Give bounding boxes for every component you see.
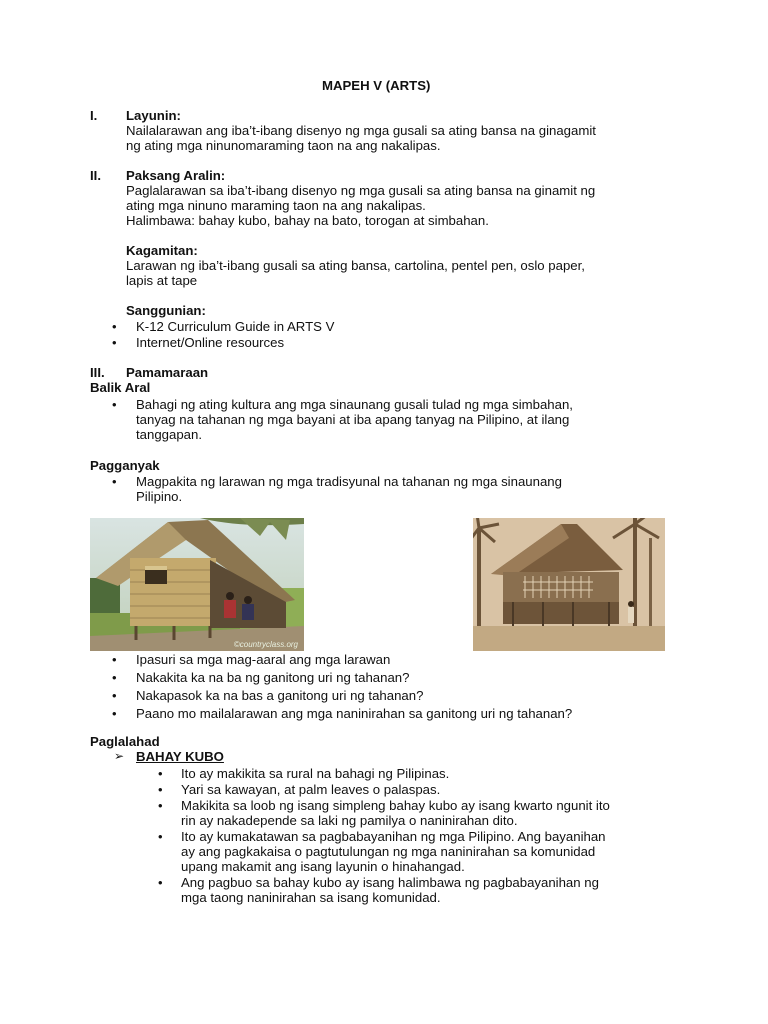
paksang-line: Paglalarawan sa iba’t-ibang disenyo ng mga gusali sa ating bansa na ginamit ng: [126, 183, 596, 198]
paglalahad-item: Ito ay kumakatawan sa pagbabayanihan ng mga Pilipino. Ang bayanihan: [181, 829, 606, 844]
balik-aral-heading: Balik Aral: [90, 380, 151, 395]
paksang-heading: Paksang Aralin:: [126, 168, 226, 183]
sanggunian-item: Internet/Online resources: [136, 335, 285, 350]
page-title: MAPEH V (ARTS): [322, 78, 431, 93]
section-number-2: II.: [90, 168, 101, 183]
traditional-house-photo: [473, 518, 665, 651]
bullet-icon: •: [112, 706, 117, 721]
section-number-3: III.: [90, 365, 105, 380]
paglalahad-heading: Paglalahad: [90, 734, 160, 749]
bullet-icon: •: [158, 875, 163, 890]
section-number-1: I.: [90, 108, 98, 123]
bahay-kubo-subheading: BAHAY KUBO: [136, 749, 224, 764]
bullet-icon: •: [112, 335, 117, 350]
balik-aral-line: Bahagi ng ating kultura ang mga sinaunang gusali tulad ng mga simbahan,: [136, 397, 573, 412]
paglalahad-item-cont: mga taong naninirahan sa isang komunidad.: [181, 890, 441, 905]
layunin-heading: Layunin:: [126, 108, 181, 123]
bullet-icon: •: [112, 670, 117, 685]
photo-watermark: ©countryclass.org: [233, 640, 298, 649]
kagamitan-line: lapis at tape: [126, 273, 198, 288]
question-item: Nakapasok ka na bas a ganitong uri ng tahanan?: [136, 688, 424, 703]
sanggunian-heading: Sanggunian:: [126, 303, 206, 318]
balik-aral-line: tanggapan.: [136, 427, 203, 442]
pagganyak-line: Magpakita ng larawan ng mga tradisyunal na tahanan ng mga sinaunang: [136, 474, 562, 489]
pamamaraan-heading: Pamamaraan: [126, 365, 209, 380]
paglalahad-item-cont: upang makamit ang isang layunin o hinahangad.: [181, 859, 465, 874]
arrow-bullet-icon: ➢: [114, 749, 125, 763]
paglalahad-item: Yari sa kawayan, at palm leaves o palaspas.: [181, 782, 441, 797]
bullet-icon: •: [112, 397, 117, 412]
kagamitan-heading: Kagamitan:: [126, 243, 198, 258]
bullet-icon: •: [158, 766, 163, 781]
bullet-icon: •: [112, 652, 117, 667]
question-item: Paano mo mailalarawan ang mga naninirahan sa ganitong uri ng tahanan?: [136, 706, 573, 721]
bullet-icon: •: [158, 829, 163, 844]
layunin-line: ng ating mga ninunomaraming taon na ang nakalipas.: [126, 138, 441, 153]
balik-aral-line: tanyag na tahanan ng mga bayani at iba apang tanyag na Pilipino, at ilang: [136, 412, 570, 427]
bullet-icon: •: [112, 474, 117, 489]
paksang-line: ating mga ninuno maraming taon na ang nakalipas.: [126, 198, 426, 213]
bullet-icon: •: [112, 319, 117, 334]
bullet-icon: •: [158, 782, 163, 797]
paglalahad-item: Ang pagbuo sa bahay kubo ay isang halimbawa ng pagbabayanihan ng: [181, 875, 599, 890]
paksang-line: Halimbawa: bahay kubo, bahay na bato, torogan at simbahan.: [126, 213, 489, 228]
bullet-icon: •: [158, 798, 163, 813]
sanggunian-item: K-12 Curriculum Guide in ARTS V: [136, 319, 335, 334]
pagganyak-line: Pilipino.: [136, 489, 183, 504]
question-item: Nakakita ka na ba ng ganitong uri ng tahanan?: [136, 670, 410, 685]
bahay-kubo-photo: [90, 518, 304, 651]
paglalahad-item: Ito ay makikita sa rural na bahagi ng Pilipinas.: [181, 766, 450, 781]
bullet-icon: •: [112, 688, 117, 703]
pagganyak-heading: Pagganyak: [90, 458, 160, 473]
kagamitan-line: Larawan ng iba’t-ibang gusali sa ating bansa, cartolina, pentel pen, oslo paper,: [126, 258, 585, 273]
paglalahad-item-cont: ay ang pagkakaisa o pagtutulungan ng mga naninirahan sa komunidad: [181, 844, 596, 859]
layunin-line: Nailalarawan ang iba’t-ibang disenyo ng mga gusali sa ating bansa na ginagamit: [126, 123, 596, 138]
question-item: Ipasuri sa mga mag-aaral ang mga larawan: [136, 652, 391, 667]
paglalahad-item: Makikita sa loob ng isang simpleng bahay kubo ay isang kwarto ngunit ito: [181, 798, 610, 813]
paglalahad-item-cont: rin ay nakadepende sa laki ng pamilya o naninirahan dito.: [181, 813, 518, 828]
